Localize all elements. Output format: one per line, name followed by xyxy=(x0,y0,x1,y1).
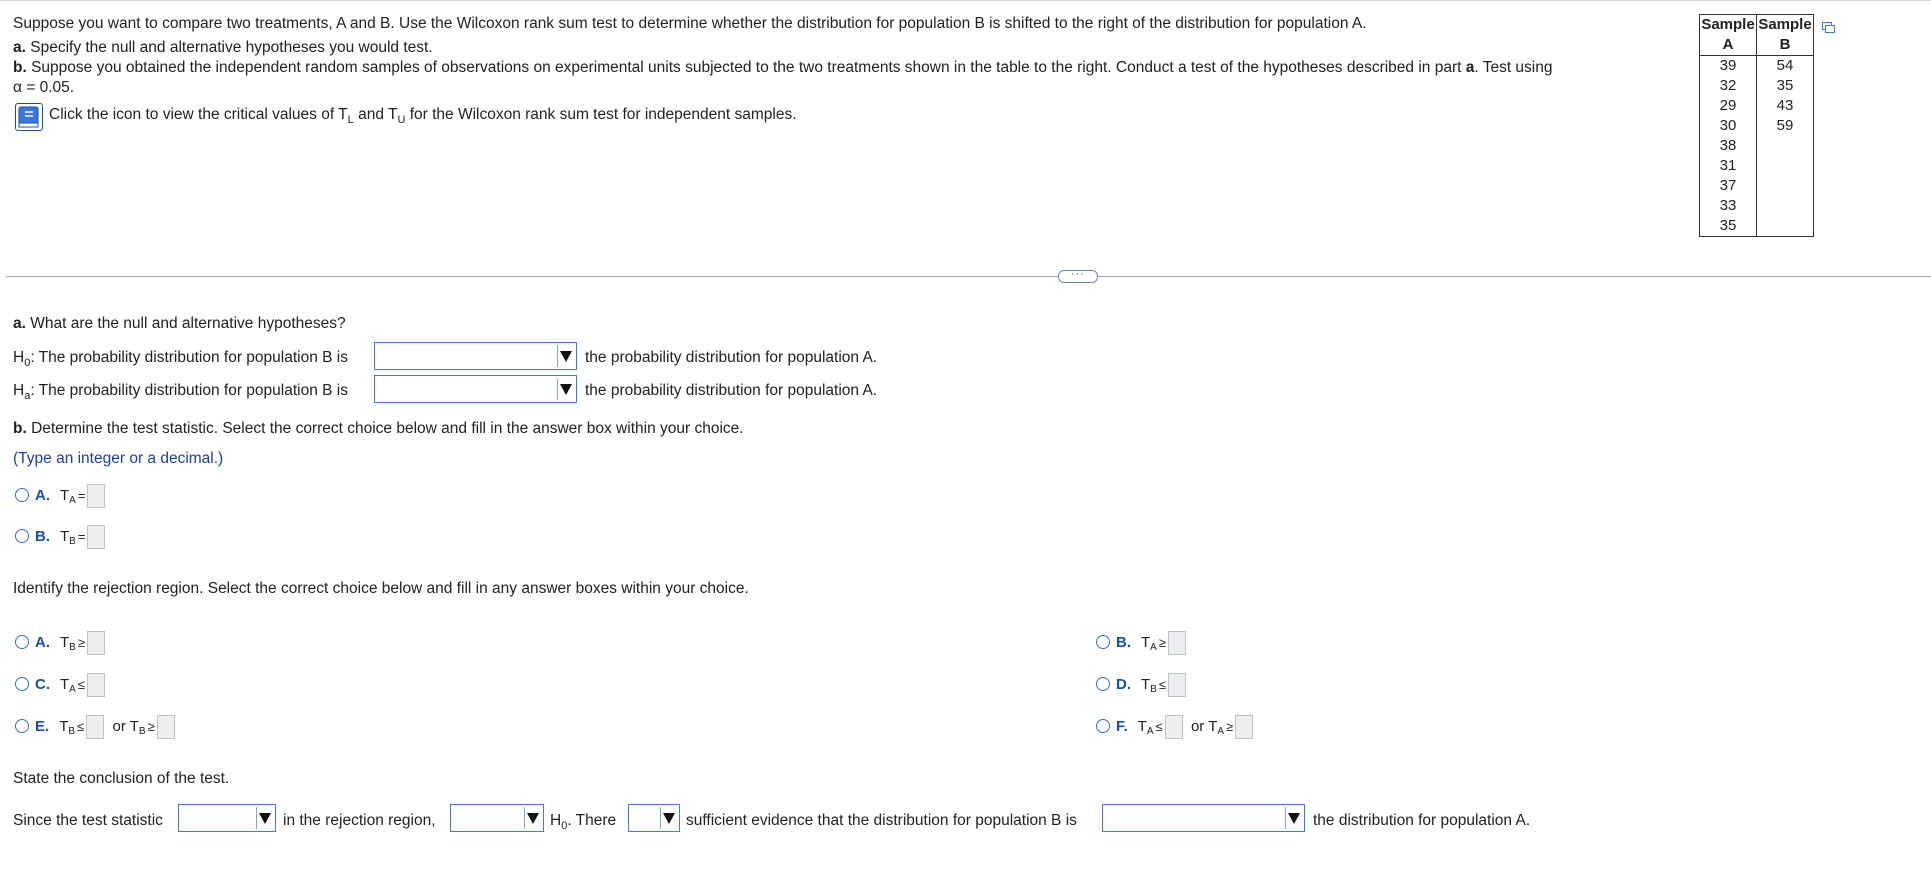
null-hypothesis-text: $H_0$: The probability distribution for population B is xyxy=(13,349,348,369)
part-b-ref: a xyxy=(1465,59,1475,76)
rejection-option-f[interactable]: F. $T_A$ ≤ or $T_A$ ≥ xyxy=(1096,715,1253,739)
problem-part-b xyxy=(13,59,1552,77)
cell-b xyxy=(1757,216,1814,237)
cell-b: 59 xyxy=(1757,116,1814,136)
conclusion-text-5: the distribution for population A. xyxy=(1313,812,1531,829)
rejection-option-b[interactable]: B. $T_A$ ≥ xyxy=(1096,631,1186,655)
table-header-row xyxy=(1700,15,1814,36)
hypotheses-question: a. What are the null and alternative hypotheses? xyxy=(13,315,346,332)
rejection-option-e[interactable]: E. $T_B$ ≤ or $T_B$ ≥ xyxy=(15,715,175,739)
evidence-dropdown[interactable] xyxy=(628,804,680,832)
cell-a: 31 xyxy=(1700,156,1757,176)
chevron-down-icon xyxy=(524,807,541,829)
radio-button[interactable] xyxy=(15,677,29,691)
test-statistic-question: b. Determine the test statistic. Select the correct choice below and fill in the answer box within your choice. xyxy=(13,420,744,437)
answer-box[interactable] xyxy=(1235,715,1253,739)
null-hypothesis-after: the probability distribution for population A. xyxy=(585,349,878,366)
table-header-row-2 xyxy=(1700,35,1814,56)
critical-values-book-icon[interactable] xyxy=(15,103,43,131)
header-a: A xyxy=(1700,35,1757,56)
part-b-label: b. xyxy=(13,59,27,76)
cell-b xyxy=(1757,136,1814,156)
table-row xyxy=(1700,196,1814,216)
top-border xyxy=(0,0,1931,1)
table-row xyxy=(1700,176,1814,196)
rejection-option-c[interactable]: C. $T_A$ ≤ xyxy=(15,673,105,697)
cell-b: 43 xyxy=(1757,96,1814,116)
distribution-comparison-dropdown[interactable] xyxy=(1102,804,1305,832)
rejection-region-prompt: Identify the rejection region. Select the correct choice below and fill in any answer boxes within your choice. xyxy=(13,580,749,597)
cell-b: 35 xyxy=(1757,76,1814,96)
test-statistic-option-a[interactable]: A. $T_A$ = xyxy=(15,484,105,508)
copy-table-icon[interactable] xyxy=(1822,20,1835,31)
cell-b xyxy=(1757,196,1814,216)
header-sample-b: Sample xyxy=(1758,16,1812,33)
radio-button[interactable] xyxy=(15,488,29,502)
sample-data-table xyxy=(1699,14,1814,237)
answer-box[interactable] xyxy=(87,484,105,508)
radio-button[interactable] xyxy=(15,719,29,733)
chevron-down-icon xyxy=(256,807,273,829)
table-row xyxy=(1700,56,1814,77)
expand-more-button[interactable]: ··· xyxy=(1058,270,1098,283)
cell-a: 29 xyxy=(1700,96,1757,116)
cell-a: 33 xyxy=(1700,196,1757,216)
radio-button[interactable] xyxy=(15,529,29,543)
alt-hypothesis-text: $H_a$: The probability distribution for population B is xyxy=(13,382,348,402)
answer-box[interactable] xyxy=(1165,715,1183,739)
alt-hypothesis-after: the probability distribution for population A. xyxy=(585,382,878,399)
section-divider xyxy=(6,276,1931,277)
answer-box[interactable] xyxy=(87,525,105,549)
alpha-level: α = 0.05. xyxy=(13,79,75,96)
cell-a: 37 xyxy=(1700,176,1757,196)
table-row xyxy=(1700,116,1814,136)
cell-b: 54 xyxy=(1757,56,1814,77)
part-a-label: a. xyxy=(13,39,26,56)
reject-decision-dropdown[interactable] xyxy=(450,804,544,832)
alt-hypothesis-dropdown[interactable] xyxy=(374,375,577,403)
answer-box[interactable] xyxy=(86,715,104,739)
table-row xyxy=(1700,76,1814,96)
answer-type-note: (Type an integer or a decimal.) xyxy=(13,450,224,467)
cell-b xyxy=(1757,176,1814,196)
conclusion-text-1: Since the test statistic xyxy=(13,812,163,829)
conclusion-prompt: State the conclusion of the test. xyxy=(13,770,230,787)
chevron-down-icon xyxy=(660,807,677,829)
test-statistic-option-b[interactable]: B. $T_B$ = xyxy=(15,525,105,549)
answer-box[interactable] xyxy=(87,673,105,697)
null-hypothesis-dropdown[interactable] xyxy=(374,342,577,370)
critical-values-link-text: Click the icon to view the critical values of $T_L$ and $T_U$ for the Wilcoxon rank sum test for independent samples. xyxy=(49,106,797,126)
chevron-down-icon xyxy=(1285,807,1302,829)
header-b: B xyxy=(1757,35,1814,56)
cell-a: 32 xyxy=(1700,76,1757,96)
cell-b xyxy=(1757,156,1814,176)
problem-part-a xyxy=(13,39,433,57)
part-b-text: Suppose you obtained the independent random samples of observations on experimental units subjected to the two treatments shown in the table to the right. Conduct a test of the hypotheses described in part xyxy=(26,59,1466,76)
rejection-option-a[interactable]: A. $T_B$ ≥ xyxy=(15,631,105,655)
cell-a: 39 xyxy=(1700,56,1757,77)
table-row xyxy=(1700,96,1814,116)
radio-button[interactable] xyxy=(1096,677,1110,691)
chevron-down-icon xyxy=(557,345,574,367)
chevron-down-icon xyxy=(557,378,574,400)
cell-a: 38 xyxy=(1700,136,1757,156)
test-statistic-dropdown[interactable] xyxy=(178,804,276,832)
radio-button[interactable] xyxy=(1096,635,1110,649)
answer-box[interactable] xyxy=(1168,631,1186,655)
answer-box[interactable] xyxy=(1168,673,1186,697)
conclusion-text-3: $H_0$. There xyxy=(550,812,617,832)
problem-intro: Suppose you want to compare two treatments, A and B. Use the Wilcoxon rank sum test to determine whether the distribution for population B is shifted to the right of the distribution for population A. xyxy=(13,15,1367,32)
table-row xyxy=(1700,136,1814,156)
radio-button[interactable] xyxy=(1096,719,1110,733)
conclusion-text-2: in the rejection region, xyxy=(283,812,436,829)
part-b-text-end: . Test using xyxy=(1474,59,1553,76)
answer-box[interactable] xyxy=(157,715,175,739)
cell-a: 35 xyxy=(1700,216,1757,237)
answer-box[interactable] xyxy=(87,631,105,655)
table-row xyxy=(1700,216,1814,237)
header-sample-a: Sample xyxy=(1701,16,1755,33)
rejection-option-d[interactable]: D. $T_B$ ≤ xyxy=(1096,673,1186,697)
cell-a: 30 xyxy=(1700,116,1757,136)
part-a-text: Specify the null and alternative hypotheses you would test. xyxy=(25,39,433,56)
table-row xyxy=(1700,156,1814,176)
radio-button[interactable] xyxy=(15,635,29,649)
conclusion-text-4: sufficient evidence that the distribution for population B is xyxy=(686,812,1077,829)
